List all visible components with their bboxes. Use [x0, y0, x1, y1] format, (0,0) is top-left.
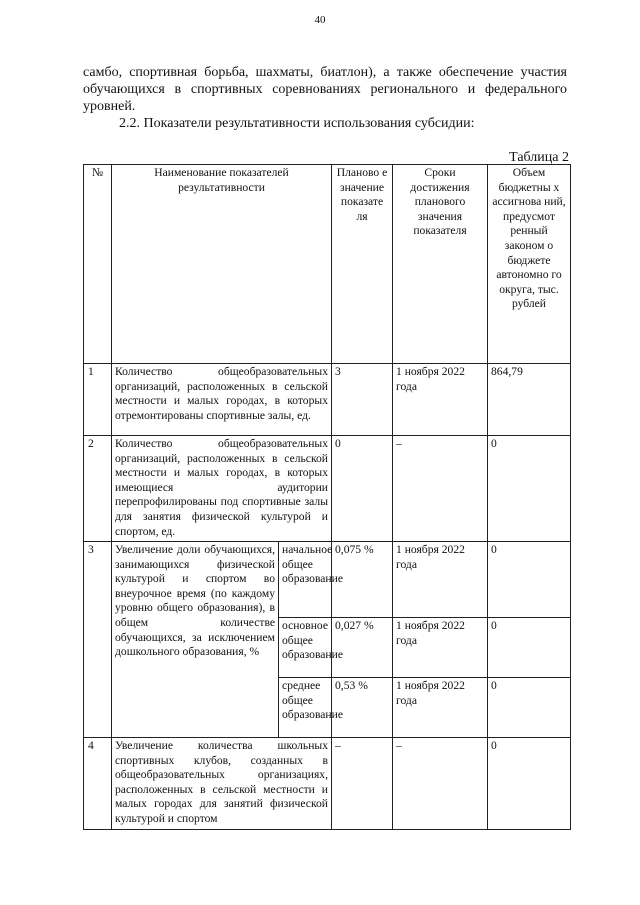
header-deadline: Сроки достижения планового значения показателя	[393, 165, 488, 364]
deadline: –	[393, 738, 488, 830]
table-row	[84, 542, 571, 618]
intro-paragraph: самбо, спортивная борьба, шахматы, биатлон), а также обеспечение участия обучающихся в спортивных соревнованиях регионального и федерального уровней.	[83, 65, 567, 114]
education-level: начальное общее образование	[279, 542, 332, 618]
deadline: 1 ноября 2022 года	[393, 618, 488, 678]
section-heading: 2.2. Показатели результативности использования субсидии:	[119, 116, 475, 131]
table-header-row	[84, 165, 571, 364]
table-row	[84, 738, 571, 830]
row-number: 1	[84, 364, 112, 436]
planned-value: 0,027 %	[332, 618, 393, 678]
row-number: 4	[84, 738, 112, 830]
indicator-name: Увеличение количества школьных спортивных клубов, созданных в общеобразовательных организациях, расположенных в сельской местности и малых городах для занятий физической культурой и спортом	[112, 738, 332, 830]
row-number: 3	[84, 542, 112, 738]
table-label: Таблица 2	[509, 150, 569, 165]
row-number: 2	[84, 436, 112, 542]
budget-volume: 0	[488, 436, 571, 542]
page-number: 40	[314, 14, 326, 26]
planned-value: 0,075 %	[332, 542, 393, 618]
indicator-name: Количество общеобразовательных организаций, расположенных в сельской местности и малых городах, в которых имеющиеся аудитории перепрофилированы под спортивные залы для занятия физической культурой и спортом, ед.	[112, 436, 332, 542]
deadline: 1 ноября 2022 года	[393, 678, 488, 738]
table-row	[84, 436, 571, 542]
indicator-name: Количество общеобразовательных организаций, расположенных в сельской местности и малых городах, в которых отремонтированы спортивные залы, ед.	[112, 364, 332, 436]
budget-volume: 0	[488, 618, 571, 678]
deadline: 1 ноября 2022 года	[393, 542, 488, 618]
indicator-name: Увеличение доли обучающихся, занимающихся физической культурой и спортом во внеурочное время (по каждому уровню общего образования), в общем количестве обучающихся, за исключением дошкольного образования, %	[112, 542, 279, 738]
planned-value: 0,53 %	[332, 678, 393, 738]
header-indicator-name: Наименование показателей результативности	[112, 165, 332, 364]
header-budget-volume: Объем бюджетны х ассигнова ний, предусмот ренный законом о бюджете автономно го округа, тыс. рублей	[488, 165, 571, 364]
deadline: 1 ноября 2022 года	[393, 364, 488, 436]
education-level: среднее общее образование	[279, 678, 332, 738]
deadline: –	[393, 436, 488, 542]
header-planned-value: Планово е значение показате ля	[332, 165, 393, 364]
table-row	[84, 364, 571, 436]
education-level: основное общее образование	[279, 618, 332, 678]
budget-volume: 864,79	[488, 364, 571, 436]
planned-value: 3	[332, 364, 393, 436]
budget-volume: 0	[488, 542, 571, 618]
planned-value: 0	[332, 436, 393, 542]
budget-volume: 0	[488, 738, 571, 830]
planned-value: –	[332, 738, 393, 830]
header-number: №	[84, 165, 112, 364]
indicators-table	[83, 164, 571, 830]
budget-volume: 0	[488, 678, 571, 738]
intro-text	[83, 64, 567, 132]
